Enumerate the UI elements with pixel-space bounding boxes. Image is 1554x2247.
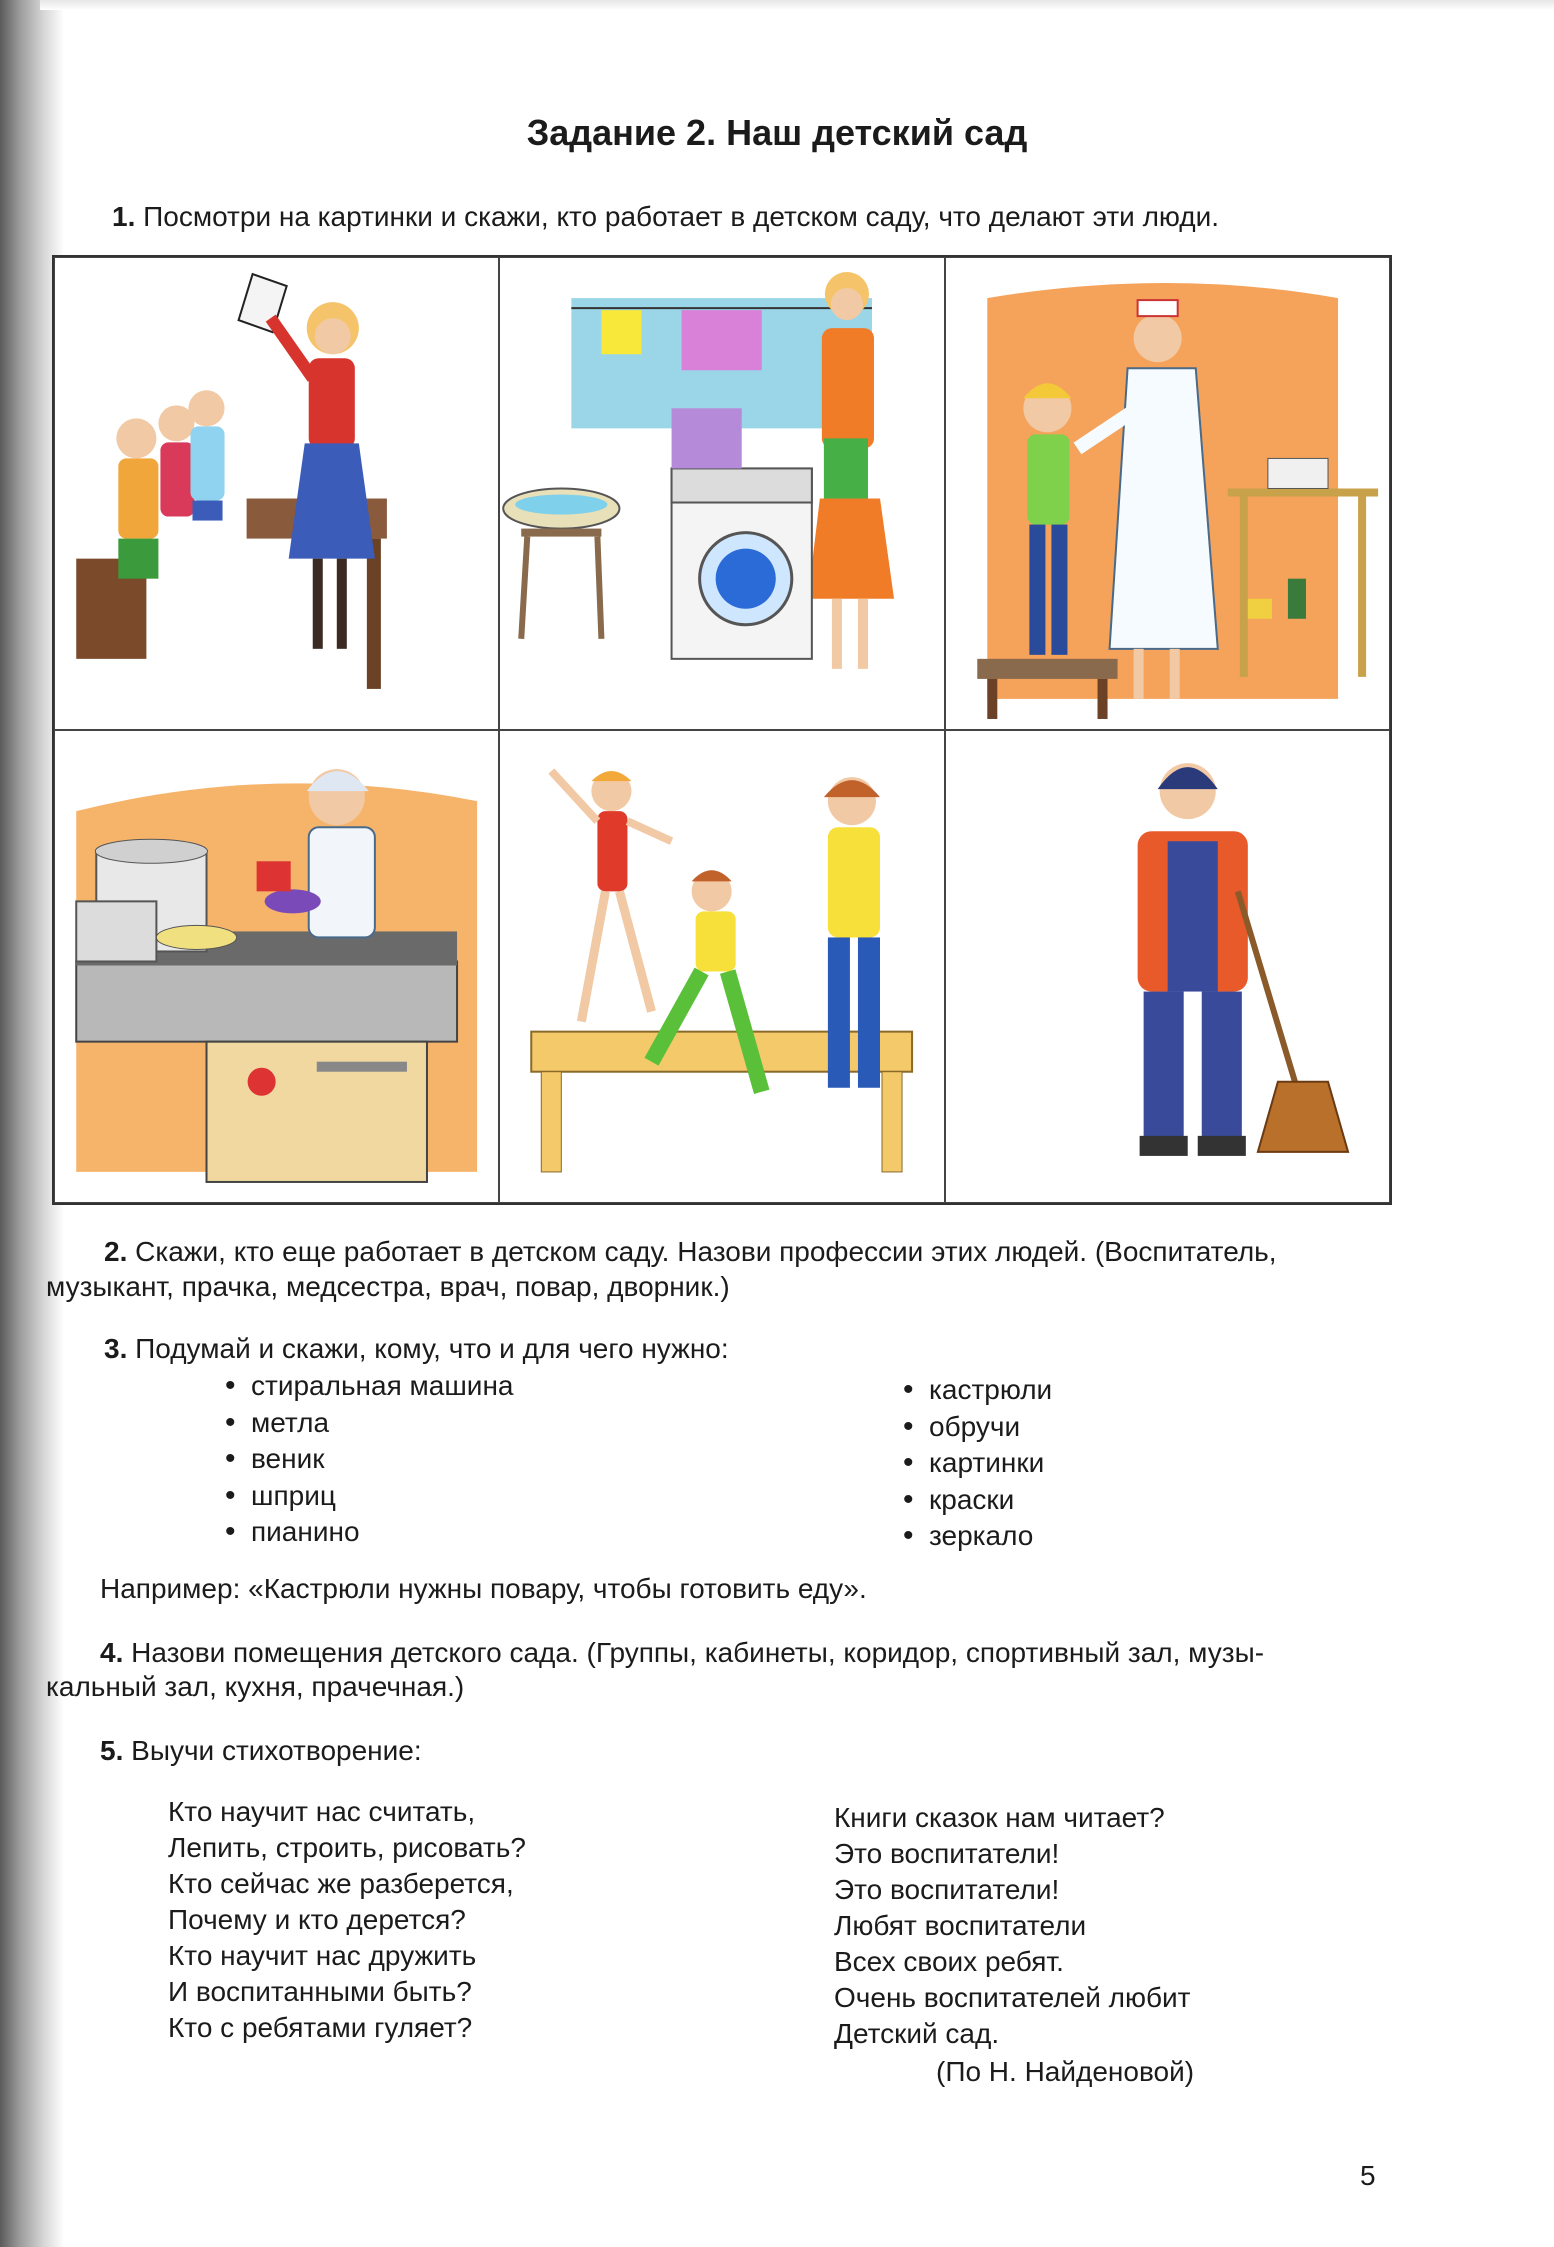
list-item: • шприц (225, 1478, 513, 1515)
poem-line: Всех своих ребят. (834, 1946, 1064, 1977)
task-4-line-2: кальный зал, кухня, прачечная.) (46, 1671, 465, 1702)
poem-line: Кто научит нас дружить (168, 1940, 477, 1971)
task-2-line-2: музыкант, прачка, медсестра, врач, повар, дворник.) (46, 1271, 730, 1302)
poem-line: Это воспитатели! (834, 1874, 1060, 1905)
task-3 (104, 1332, 729, 1366)
picture-janitor (945, 730, 1390, 1203)
list-item: • картинки (903, 1445, 1052, 1482)
list-item: • обручи (903, 1409, 1052, 1446)
task-3-number: 3. (104, 1333, 128, 1364)
task-4-number: 4. (100, 1637, 124, 1668)
poem-line: Это воспитатели! (834, 1838, 1060, 1869)
task-3-text: Подумай и скажи, кому, что и для чего нужно: (135, 1333, 729, 1364)
task-2-number: 2. (104, 1236, 128, 1267)
list-item: • кастрюли (903, 1372, 1052, 1409)
poem-column-right (834, 1800, 1191, 2052)
task-5-number: 5. (100, 1735, 124, 1766)
nurse-measuring-boy-icon (946, 258, 1389, 729)
list-item: • веник (225, 1441, 513, 1478)
list-item: • метла (225, 1405, 513, 1442)
list-item: • краски (903, 1482, 1052, 1519)
picture-teacher (54, 257, 499, 730)
task-2-line-1 (104, 1235, 1277, 1269)
poem-line: Кто сейчас же разберется, (168, 1868, 514, 1899)
picture-cook (54, 730, 499, 1203)
list-item: • пианино (225, 1514, 513, 1551)
poem-author: (По Н. Найденовой) (936, 2056, 1195, 2087)
janitor-sweeping-icon (946, 731, 1389, 1202)
items-list-left (225, 1368, 513, 1551)
teacher-with-children-icon (55, 258, 498, 729)
task-5-text: Выучи стихотворение: (131, 1735, 422, 1766)
task-1 (112, 200, 1219, 234)
task-4-line-1 (100, 1636, 1264, 1670)
poem-line: Детский сад. (834, 2018, 1000, 2049)
picture-laundress (499, 257, 944, 730)
poem-line: Книги сказок нам читает? (834, 1802, 1165, 1833)
picture-grid (52, 255, 1392, 1205)
items-list-right (903, 1372, 1052, 1555)
poem-line: Почему и кто дерется? (168, 1904, 466, 1935)
task-5 (100, 1734, 422, 1768)
page-top-edge (40, 0, 1554, 10)
poem-line: Лепить, строить, рисовать? (168, 1832, 526, 1863)
list-item: • зеркало (903, 1518, 1052, 1555)
page-title: Задание 2. Наш детский сад (526, 112, 1028, 153)
task-4-text: Назови помещения детского сада. (Группы, кабинеты, коридор, спортивный зал, музы- (131, 1637, 1265, 1668)
page-number: 5 (1360, 2160, 1376, 2191)
list-item: • стиральная машина (225, 1368, 513, 1405)
poem-line: И воспитанными быть? (168, 1976, 472, 2007)
task-1-text: Посмотри на картинки и скажи, кто работает в детском саду, что делают эти люди. (143, 201, 1220, 232)
task-3-example: Например: «Кастрюли нужны повару, чтобы готовить еду». (100, 1573, 867, 1604)
poem-line: Очень воспитателей любит (834, 1982, 1191, 2013)
picture-gym (499, 730, 944, 1203)
poem-line: Кто научит нас считать, (168, 1796, 476, 1827)
picture-nurse (945, 257, 1390, 730)
cook-at-stove-icon (55, 731, 498, 1202)
poem-column-left (168, 1794, 526, 2046)
task-1-number: 1. (112, 201, 136, 232)
gym-class-icon (500, 731, 943, 1202)
poem-line: Любят воспитатели (834, 1910, 1087, 1941)
poem-line: Кто с ребятами гуляет? (168, 2012, 473, 2043)
laundress-icon (500, 258, 943, 729)
task-2-text: Скажи, кто еще работает в детском саду. Назови профессии этих людей. (Воспитатель, (135, 1236, 1277, 1267)
